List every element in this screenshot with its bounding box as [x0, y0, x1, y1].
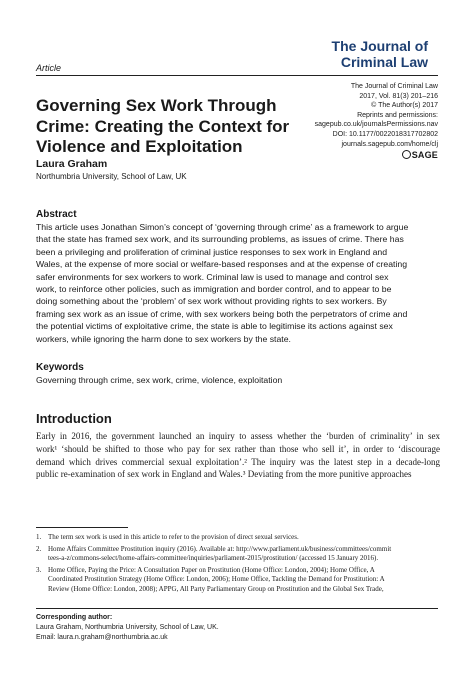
meta-line: Reprints and permissions: — [357, 111, 438, 119]
correspondence-divider — [36, 608, 438, 609]
abstract-line: doing something about the ‘problem’ of sex work without providing rights to sex workers. By — [36, 296, 387, 307]
footnote — [36, 545, 440, 564]
footnote-number: 3. — [36, 565, 42, 574]
abstract-line: the potential victims of exploitative crime, the state is able to legitimise its actions against sex — [36, 321, 393, 332]
body-line: work¹ ‘should be shifted to those who pay for sex rather than those who sell it’, in order to ‘discourage — [36, 443, 440, 454]
correspondence-block — [36, 613, 219, 643]
meta-line: DOI: 10.1177/0022018317702802 — [332, 130, 438, 138]
abstract-text — [36, 221, 440, 345]
meta-line: 2017, Vol. 81(3) 201–216 — [359, 92, 438, 100]
sage-logo — [402, 150, 438, 161]
author-name: Laura Graham — [36, 158, 108, 170]
meta-line: journals.sagepub.com/home/clj — [341, 140, 438, 148]
abstract-line: workers, while ignoring the harm done to sex workers by the state. — [36, 333, 291, 344]
abstract-heading: Abstract — [36, 209, 77, 220]
introduction-text — [36, 430, 440, 481]
meta-line: © The Author(s) 2017 — [371, 102, 438, 110]
keywords-heading: Keywords — [36, 362, 84, 373]
title-line: Crime: Creating the Context for — [36, 116, 290, 136]
abstract-line: framing sex work as an issue of crime, with sex workers being both the perpetrators of crime and — [36, 308, 408, 319]
author-affiliation: Northumbria University, School of Law, UK — [36, 172, 187, 181]
article-type-label: Article — [36, 63, 62, 73]
footnote-line: Review (Home Office: London, 2008); APPG, All Party Parliamentary Group on Prostitution and the Global Sex Trade, — [48, 584, 384, 593]
meta-line: sagepub.co.uk/journalsPermissions.nav — [314, 121, 438, 129]
body-line: demand which drives commercial sexual exploitation’.² The inquiry was the latest step in a decade-long — [36, 456, 440, 467]
meta-line: The Journal of Criminal Law — [350, 83, 438, 90]
abstract-line: that the state has framed sex work, and its surrounding problems, as issues of crime. There has — [36, 234, 404, 245]
abstract-line: This article uses Jonathan Simon’s concept of ‘governing through crime’ as a framework to argue — [36, 222, 409, 232]
abstract-line: work, to reinforce other policies, such as immigration and border control, and to appear to be — [36, 284, 392, 295]
journal-title — [332, 38, 428, 70]
body-line: public re-examination of sex work in England and Wales.³ Deviating from the more punitive approaches — [36, 469, 412, 480]
introduction-heading: Introduction — [36, 411, 112, 426]
correspondence-heading: Corresponding author: — [36, 614, 113, 621]
abstract-line: Wales, at the expense of more social or welfare-based responses and at the expense of creating — [36, 259, 408, 270]
footnote-line: The term sex work is used in this article to refer to the provision of direct sexual services. — [48, 533, 299, 541]
footnote-number: 1. — [36, 533, 42, 541]
correspondence-line: Laura Graham, Northumbria University, School of Law, UK. — [36, 624, 219, 631]
keywords-text: Governing through crime, sex work, crime, violence, exploitation — [36, 375, 283, 385]
footnote-line: Coordinated Prostitution Strategy (Home Office: London, 2006); Home Office, Tackling the Demand for Prostitution: A — [48, 575, 385, 583]
abstract-line: been a privileging and proliferation of criminal justice responses to sex work in England and — [36, 246, 388, 257]
body-line: Early in 2016, the government launched an inquiry to assess whether the ‘burden of criminality’ in sex — [36, 431, 440, 441]
footnote-divider — [36, 527, 128, 528]
journal-title-line: The Journal of — [331, 38, 428, 54]
abstract-line: safer environments for sex workers to work. Criminal law is used to manage and control sex — [36, 271, 389, 282]
title-line: Governing Sex Work Through — [36, 96, 277, 115]
header-divider — [36, 75, 438, 76]
footnotes — [36, 533, 440, 596]
paper-title — [36, 96, 306, 158]
footnote-line: Home Affairs Committee Prostitution inquiry (2016). Available at: http://www.parliament.uk/business/committees/commit — [48, 544, 392, 553]
footnote-number: 2. — [36, 544, 42, 553]
publisher-name: SAGE — [411, 150, 438, 161]
footnote-line: Home Office, Paying the Price: A Consultation Paper on Prostitution (Home Office: London, 2004); Home Office, A — [48, 565, 375, 574]
sage-logo-icon — [402, 150, 411, 159]
title-line: Violence and Exploitation — [36, 137, 243, 156]
footnote — [36, 566, 440, 595]
footnote — [36, 533, 440, 543]
footnote-line: tees-a-z/commons-select/home-affairs-committee/inquiries/parliament-2015/prostitution/ (accessed 15 January 2016). — [48, 554, 379, 562]
correspondence-email: Email: laura.n.graham@northumbria.ac.uk — [36, 634, 168, 641]
journal-title-line: Criminal Law — [340, 54, 428, 70]
